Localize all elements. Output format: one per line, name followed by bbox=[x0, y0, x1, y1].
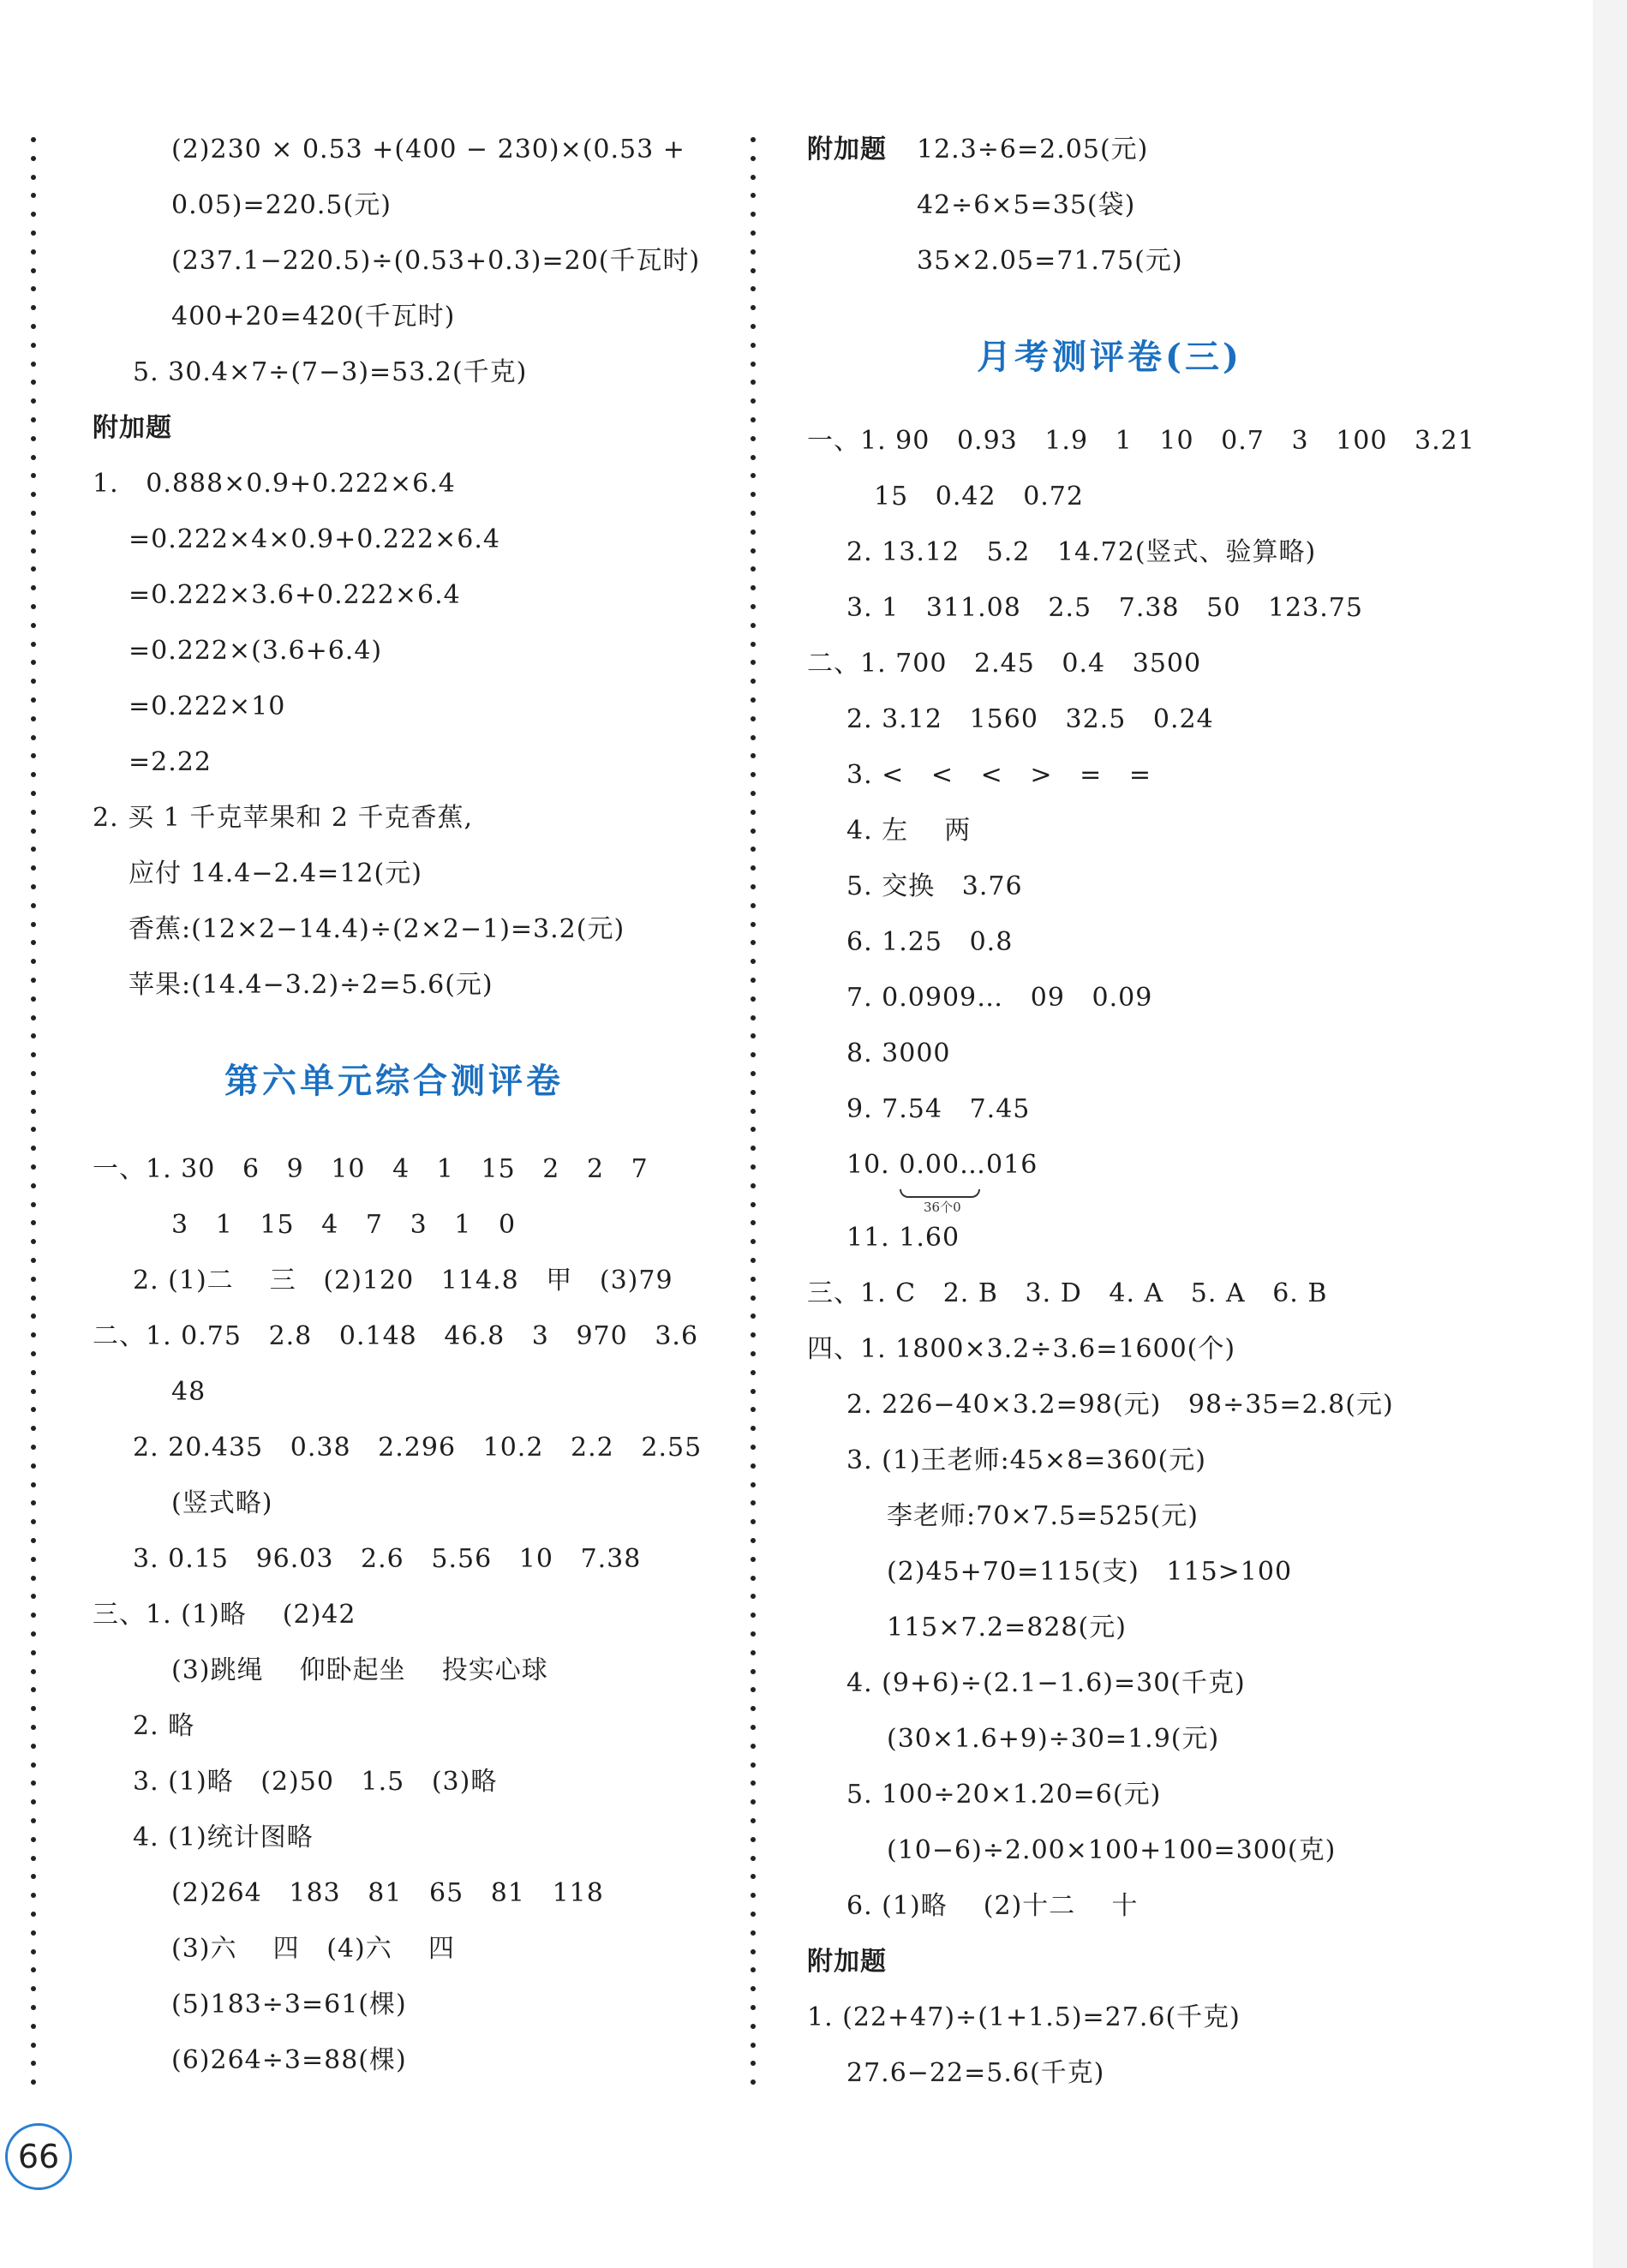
answer-line: 35×2.05=71.75(元) bbox=[917, 246, 1183, 276]
answer-line: 李老师:70×7.5=525(元) bbox=[887, 1501, 1199, 1531]
binding-dot bbox=[751, 1874, 756, 1879]
binding-dot bbox=[751, 642, 756, 647]
section-label: 附加题 bbox=[807, 135, 887, 165]
binding-dot bbox=[751, 2079, 756, 2085]
binding-dot bbox=[751, 1949, 756, 1954]
binding-dot bbox=[751, 1370, 756, 1375]
answer-line: 8. 3000 bbox=[846, 1038, 951, 1068]
binding-dot bbox=[751, 847, 756, 852]
page-number: 66 bbox=[17, 2138, 60, 2175]
binding-dot bbox=[31, 1482, 36, 1487]
binding-dot bbox=[31, 473, 36, 478]
binding-dot bbox=[31, 511, 36, 516]
answer-line: 9. 7.54 7.45 bbox=[846, 1094, 1031, 1124]
binding-dot bbox=[31, 604, 36, 609]
binding-dot bbox=[31, 1557, 36, 1562]
binding-dot bbox=[751, 398, 756, 404]
binding-dot bbox=[31, 1071, 36, 1076]
binding-dot bbox=[31, 2061, 36, 2066]
answer-line: (2)264 183 81 65 81 118 bbox=[171, 1878, 604, 1908]
binding-dot bbox=[751, 212, 756, 217]
answer-line: 应付 14.4−2.4=12(元) bbox=[129, 859, 422, 889]
answer-line: 香蕉:(12×2−14.4)÷(2×2−1)=3.2(元) bbox=[129, 914, 625, 944]
binding-dot bbox=[31, 1986, 36, 1991]
binding-dot bbox=[31, 1949, 36, 1954]
binding-dot bbox=[31, 1519, 36, 1524]
answer-line: 3. < < < > = = bbox=[846, 760, 1152, 790]
answer-line: 1. 0.888×0.9+0.222×6.4 bbox=[93, 469, 456, 499]
binding-dot bbox=[31, 1370, 36, 1375]
binding-dot bbox=[751, 2043, 756, 2048]
binding-dot bbox=[751, 1389, 756, 1394]
binding-dot bbox=[31, 380, 36, 385]
binding-dot bbox=[751, 585, 756, 590]
binding-dot bbox=[31, 884, 36, 889]
answer-line: 三、1. (1)略 (2)42 bbox=[93, 1600, 356, 1630]
binding-dot bbox=[31, 1650, 36, 1655]
answer-line: 5. 100÷20×1.20=6(元) bbox=[846, 1780, 1162, 1810]
answer-line: 12.3÷6=2.05(元) bbox=[917, 135, 1149, 165]
binding-dot bbox=[31, 2005, 36, 2010]
answer-line: =0.222×10 bbox=[129, 691, 286, 721]
binding-dot bbox=[31, 1967, 36, 1972]
binding-dot bbox=[751, 362, 756, 367]
answer-line: 2. 买 1 千克苹果和 2 千克香蕉, bbox=[93, 803, 474, 833]
binding-dot bbox=[31, 922, 36, 927]
binding-dots-middle bbox=[749, 137, 757, 2099]
binding-dot bbox=[31, 642, 36, 647]
answer-line: 一、1. 90 0.93 1.9 1 10 0.7 3 100 3.21 bbox=[807, 426, 1475, 456]
binding-dot bbox=[31, 1389, 36, 1394]
binding-dot bbox=[751, 268, 756, 273]
binding-dot bbox=[31, 492, 36, 497]
binding-dot bbox=[31, 1332, 36, 1337]
binding-dot bbox=[751, 2061, 756, 2066]
binding-dot bbox=[751, 1258, 756, 1263]
binding-dot bbox=[31, 697, 36, 703]
answer-line: 3. (1)略 (2)50 1.5 (3)略 bbox=[133, 1767, 498, 1797]
binding-dot bbox=[31, 2024, 36, 2029]
binding-dot bbox=[31, 1220, 36, 1225]
binding-dot bbox=[751, 996, 756, 1002]
binding-dot bbox=[751, 1239, 756, 1244]
binding-dot bbox=[31, 1837, 36, 1842]
binding-dot bbox=[751, 1780, 756, 1786]
binding-dot bbox=[751, 922, 756, 927]
binding-dot bbox=[31, 212, 36, 217]
binding-dot bbox=[751, 1071, 756, 1076]
page-number-badge bbox=[5, 2123, 72, 2190]
binding-dot bbox=[751, 1744, 756, 1749]
binding-dot bbox=[31, 772, 36, 777]
binding-dot bbox=[31, 1912, 36, 1917]
binding-dot bbox=[31, 548, 36, 554]
binding-dot bbox=[31, 810, 36, 815]
binding-dot bbox=[31, 343, 36, 348]
binding-dot bbox=[751, 230, 756, 236]
binding-dot bbox=[751, 1314, 756, 1319]
binding-dot bbox=[31, 1033, 36, 1038]
binding-dot bbox=[751, 1725, 756, 1730]
answer-line: =2.22 bbox=[129, 747, 212, 777]
binding-dot bbox=[751, 865, 756, 871]
answer-line: 3. 1 311.08 2.5 7.38 50 123.75 bbox=[846, 593, 1363, 623]
binding-dot bbox=[751, 1277, 756, 1282]
binding-dot bbox=[31, 716, 36, 721]
binding-dot bbox=[751, 1631, 756, 1637]
binding-dot bbox=[751, 791, 756, 796]
answer-line: 4. (9+6)÷(2.1−1.6)=30(千克) bbox=[846, 1668, 1246, 1698]
binding-dot bbox=[751, 305, 756, 310]
binding-dot bbox=[751, 1856, 756, 1861]
answer-line: 苹果:(14.4−3.2)÷2=5.6(元) bbox=[129, 970, 493, 1000]
binding-dot bbox=[31, 1744, 36, 1749]
binding-dot bbox=[751, 1837, 756, 1842]
binding-dot bbox=[751, 1146, 756, 1151]
answer-line: =0.222×(3.6+6.4) bbox=[129, 636, 383, 666]
binding-dot bbox=[31, 1576, 36, 1581]
binding-dot bbox=[751, 604, 756, 609]
answer-line: 四、1. 1800×3.2÷3.6=1600(个) bbox=[807, 1334, 1236, 1364]
binding-dot bbox=[751, 1986, 756, 1991]
binding-dot bbox=[751, 1576, 756, 1581]
binding-dot bbox=[751, 1613, 756, 1618]
binding-dot bbox=[751, 286, 756, 291]
binding-dot bbox=[751, 959, 756, 964]
section-label: 附加题 bbox=[93, 413, 172, 443]
answer-line: (2)45+70=115(支) 115>100 bbox=[887, 1557, 1293, 1587]
binding-dot bbox=[751, 324, 756, 329]
binding-dot bbox=[31, 305, 36, 310]
binding-dot bbox=[31, 566, 36, 571]
answer-line: (竖式略) bbox=[171, 1488, 273, 1518]
binding-dot bbox=[31, 324, 36, 329]
binding-dot bbox=[31, 623, 36, 628]
binding-dot bbox=[751, 548, 756, 554]
answer-line: (237.1−220.5)÷(0.53+0.3)=20(千瓦时) bbox=[171, 246, 701, 276]
binding-dot bbox=[751, 978, 756, 983]
binding-dot bbox=[751, 1650, 756, 1655]
binding-dot bbox=[31, 1164, 36, 1170]
answer-line: =0.222×3.6+0.222×6.4 bbox=[129, 580, 461, 610]
answer-line: 2. 3.12 1560 32.5 0.24 bbox=[846, 704, 1214, 734]
answer-line: 0.05)=220.5(元) bbox=[171, 190, 392, 220]
binding-dot bbox=[751, 156, 756, 161]
binding-dot bbox=[751, 511, 756, 516]
binding-dot bbox=[751, 343, 756, 348]
answer-line: 1. (22+47)÷(1+1.5)=27.6(千克) bbox=[807, 2002, 1241, 2032]
binding-dot bbox=[31, 530, 36, 535]
answer-line: 二、1. 0.75 2.8 0.148 46.8 3 970 3.6 bbox=[93, 1321, 699, 1351]
binding-dot bbox=[31, 398, 36, 404]
binding-dot bbox=[751, 1109, 756, 1114]
binding-dot bbox=[31, 1146, 36, 1151]
answer-line: 400+20=420(千瓦时) bbox=[171, 302, 456, 332]
answer-line: 2. 20.435 0.38 2.296 10.2 2.2 2.55 bbox=[133, 1433, 703, 1463]
binding-dot bbox=[751, 1445, 756, 1450]
binding-dot bbox=[31, 417, 36, 422]
binding-dot bbox=[751, 1930, 756, 1936]
binding-dot bbox=[31, 137, 36, 142]
answer-line: 二、1. 700 2.45 0.4 3500 bbox=[807, 649, 1202, 679]
binding-dot bbox=[31, 1351, 36, 1356]
binding-dot bbox=[751, 884, 756, 889]
binding-dot bbox=[751, 1762, 756, 1768]
binding-dot bbox=[751, 1220, 756, 1225]
answer-line: 2. 226−40×3.2=98(元) 98÷35=2.8(元) bbox=[846, 1390, 1394, 1420]
binding-dot bbox=[751, 137, 756, 142]
binding-dot bbox=[751, 1127, 756, 1132]
binding-dot bbox=[31, 679, 36, 684]
binding-dot bbox=[751, 679, 756, 684]
binding-dot bbox=[751, 660, 756, 665]
answer-line: 3. (1)王老师:45×8=360(元) bbox=[846, 1445, 1206, 1475]
binding-dot bbox=[31, 1799, 36, 1804]
binding-dot bbox=[751, 1332, 756, 1337]
binding-dot bbox=[31, 1930, 36, 1936]
binding-dot bbox=[751, 1183, 756, 1188]
binding-dot bbox=[751, 2024, 756, 2029]
binding-dot bbox=[751, 1538, 756, 1543]
binding-dot bbox=[31, 1725, 36, 1730]
binding-dot bbox=[751, 716, 756, 721]
binding-dot bbox=[31, 940, 36, 945]
binding-dot bbox=[751, 249, 756, 254]
answer-line: 2. (1)二 三 (2)120 114.8 甲 (3)79 bbox=[133, 1266, 673, 1296]
binding-dot bbox=[31, 1463, 36, 1469]
binding-dot bbox=[31, 1015, 36, 1020]
binding-dot bbox=[31, 455, 36, 460]
binding-dot bbox=[31, 1706, 36, 1711]
answer-line: 5. 30.4×7÷(7−3)=53.2(千克) bbox=[133, 357, 528, 387]
binding-dot bbox=[751, 1351, 756, 1356]
binding-dot bbox=[751, 1687, 756, 1692]
binding-dot bbox=[751, 2005, 756, 2010]
binding-dot bbox=[751, 1202, 756, 1207]
binding-dot bbox=[31, 268, 36, 273]
answer-line: 42÷6×5=35(袋) bbox=[917, 190, 1136, 220]
binding-dot bbox=[751, 175, 756, 180]
answer-line: 27.6−22=5.6(千克) bbox=[846, 2058, 1105, 2088]
underbrace bbox=[900, 1189, 980, 1198]
binding-dot bbox=[751, 492, 756, 497]
binding-dot bbox=[31, 1277, 36, 1282]
binding-dot bbox=[751, 697, 756, 703]
binding-dot bbox=[751, 1296, 756, 1301]
binding-dot bbox=[31, 230, 36, 236]
answer-line: (6)264÷3=88(棵) bbox=[171, 2045, 407, 2075]
brace-note: 36个0 bbox=[924, 1200, 961, 1215]
answer-line: (3)六 四 (4)六 四 bbox=[171, 1934, 455, 1964]
answer-line: 三、1. C 2. B 3. D 4. A 5. A 6. B bbox=[807, 1278, 1328, 1308]
binding-dot bbox=[31, 585, 36, 590]
binding-dot bbox=[31, 1426, 36, 1431]
answer-line: 4. (1)统计图略 bbox=[133, 1822, 314, 1852]
binding-dot bbox=[31, 362, 36, 367]
binding-dot bbox=[31, 1594, 36, 1599]
binding-dot bbox=[751, 1799, 756, 1804]
binding-dot bbox=[31, 978, 36, 983]
answer-line: 4. 左 两 bbox=[846, 816, 972, 846]
binding-dot bbox=[31, 1052, 36, 1057]
binding-dot bbox=[31, 156, 36, 161]
binding-dot bbox=[751, 1463, 756, 1469]
answer-line: 11. 1.60 bbox=[846, 1223, 960, 1253]
binding-dot bbox=[751, 810, 756, 815]
binding-dot bbox=[751, 436, 756, 441]
binding-dot bbox=[31, 829, 36, 834]
binding-dot bbox=[31, 735, 36, 740]
binding-dot bbox=[31, 1631, 36, 1637]
binding-dot bbox=[751, 455, 756, 460]
binding-dot bbox=[31, 193, 36, 198]
section-title: 第六单元综合测评卷 bbox=[224, 1061, 564, 1101]
binding-dot bbox=[31, 1239, 36, 1244]
answer-line: 10. 0.00…016 bbox=[846, 1150, 1038, 1180]
binding-dot bbox=[751, 193, 756, 198]
binding-dot bbox=[31, 286, 36, 291]
answer-line: (30×1.6+9)÷30=1.9(元) bbox=[887, 1724, 1220, 1754]
binding-dot bbox=[31, 1687, 36, 1692]
binding-dot bbox=[751, 1706, 756, 1711]
binding-dot bbox=[751, 473, 756, 478]
answer-line: 3. 0.15 96.03 2.6 5.56 10 7.38 bbox=[133, 1544, 642, 1574]
answer-line: 2. 13.12 5.2 14.72(竖式、验算略) bbox=[846, 537, 1317, 567]
binding-dot bbox=[751, 1967, 756, 1972]
answer-line: (5)183÷3=61(棵) bbox=[171, 1990, 407, 2020]
answer-line: (10−6)÷2.00×100+100=300(克) bbox=[887, 1835, 1337, 1865]
page-edge-shadow bbox=[1593, 0, 1627, 2268]
binding-dot bbox=[31, 1613, 36, 1618]
binding-dot bbox=[31, 436, 36, 441]
binding-dot bbox=[751, 772, 756, 777]
binding-dot bbox=[751, 417, 756, 422]
answer-line: 15 0.42 0.72 bbox=[874, 482, 1084, 512]
binding-dot bbox=[751, 829, 756, 834]
answer-line: (2)230 × 0.53 +(400 − 230)×(0.53 + bbox=[171, 135, 685, 165]
binding-dot bbox=[31, 249, 36, 254]
binding-dot bbox=[751, 1500, 756, 1505]
binding-dot bbox=[31, 2079, 36, 2085]
binding-dot bbox=[31, 996, 36, 1002]
binding-dot bbox=[751, 1033, 756, 1038]
binding-dot bbox=[751, 1519, 756, 1524]
binding-dot bbox=[751, 1052, 756, 1057]
binding-dot bbox=[31, 1183, 36, 1188]
binding-dot bbox=[31, 1500, 36, 1505]
binding-dot bbox=[751, 735, 756, 740]
binding-dot bbox=[751, 1912, 756, 1917]
answer-line: 48 bbox=[171, 1377, 206, 1407]
binding-dot bbox=[31, 1538, 36, 1543]
binding-dot bbox=[31, 1874, 36, 1879]
binding-dot bbox=[31, 865, 36, 871]
binding-dot bbox=[31, 1127, 36, 1132]
answer-line: 7. 0.0909… 09 0.09 bbox=[846, 983, 1153, 1013]
binding-dot bbox=[751, 1594, 756, 1599]
binding-dot bbox=[751, 1893, 756, 1898]
binding-dot bbox=[751, 1015, 756, 1020]
binding-dot bbox=[751, 903, 756, 908]
answer-line: 5. 交换 3.76 bbox=[846, 871, 1023, 901]
binding-dot bbox=[31, 753, 36, 758]
binding-dot bbox=[31, 1893, 36, 1898]
binding-dot bbox=[31, 1109, 36, 1114]
answer-line: 2. 略 bbox=[133, 1711, 195, 1741]
binding-dot bbox=[31, 1258, 36, 1263]
binding-dot bbox=[751, 566, 756, 571]
answer-line: 6. (1)略 (2)十二 十 bbox=[846, 1891, 1139, 1921]
binding-dot bbox=[751, 1557, 756, 1562]
answer-line: 一、1. 30 6 9 10 4 1 15 2 2 7 bbox=[93, 1154, 649, 1184]
binding-dot bbox=[31, 1780, 36, 1786]
section-label: 附加题 bbox=[807, 1947, 887, 1977]
binding-dot bbox=[31, 1669, 36, 1674]
section-title: 月考测评卷(三) bbox=[977, 337, 1242, 377]
answer-line: =0.222×4×0.9+0.222×6.4 bbox=[129, 524, 500, 554]
binding-dot bbox=[751, 530, 756, 535]
binding-dot bbox=[751, 1482, 756, 1487]
binding-dot bbox=[751, 1164, 756, 1170]
binding-dot bbox=[31, 847, 36, 852]
binding-dot bbox=[751, 1669, 756, 1674]
binding-dot bbox=[31, 1762, 36, 1768]
binding-dot bbox=[31, 660, 36, 665]
binding-dot bbox=[31, 2043, 36, 2048]
answer-line: (3)跳绳 仰卧起坐 投实心球 bbox=[171, 1655, 548, 1685]
binding-dot bbox=[31, 1445, 36, 1450]
binding-dot bbox=[31, 1090, 36, 1095]
binding-dot bbox=[751, 1818, 756, 1823]
binding-dot bbox=[31, 1314, 36, 1319]
binding-dot bbox=[751, 1090, 756, 1095]
binding-dot bbox=[751, 1407, 756, 1412]
answer-line: 3 1 15 4 7 3 1 0 bbox=[171, 1210, 517, 1240]
binding-dot bbox=[31, 959, 36, 964]
binding-dot bbox=[751, 380, 756, 385]
binding-dot bbox=[31, 1407, 36, 1412]
binding-dot bbox=[31, 1818, 36, 1823]
binding-dot bbox=[31, 175, 36, 180]
answer-line: 115×7.2=828(元) bbox=[887, 1613, 1127, 1643]
binding-dot bbox=[751, 1426, 756, 1431]
binding-dot bbox=[31, 1296, 36, 1301]
binding-dot bbox=[31, 1856, 36, 1861]
binding-dot bbox=[31, 791, 36, 796]
binding-dot bbox=[31, 1202, 36, 1207]
binding-dot bbox=[31, 903, 36, 908]
binding-dot bbox=[751, 753, 756, 758]
answer-line: 6. 1.25 0.8 bbox=[846, 927, 1014, 957]
binding-dot bbox=[751, 623, 756, 628]
binding-dot bbox=[751, 940, 756, 945]
binding-dots-left bbox=[29, 137, 38, 2099]
